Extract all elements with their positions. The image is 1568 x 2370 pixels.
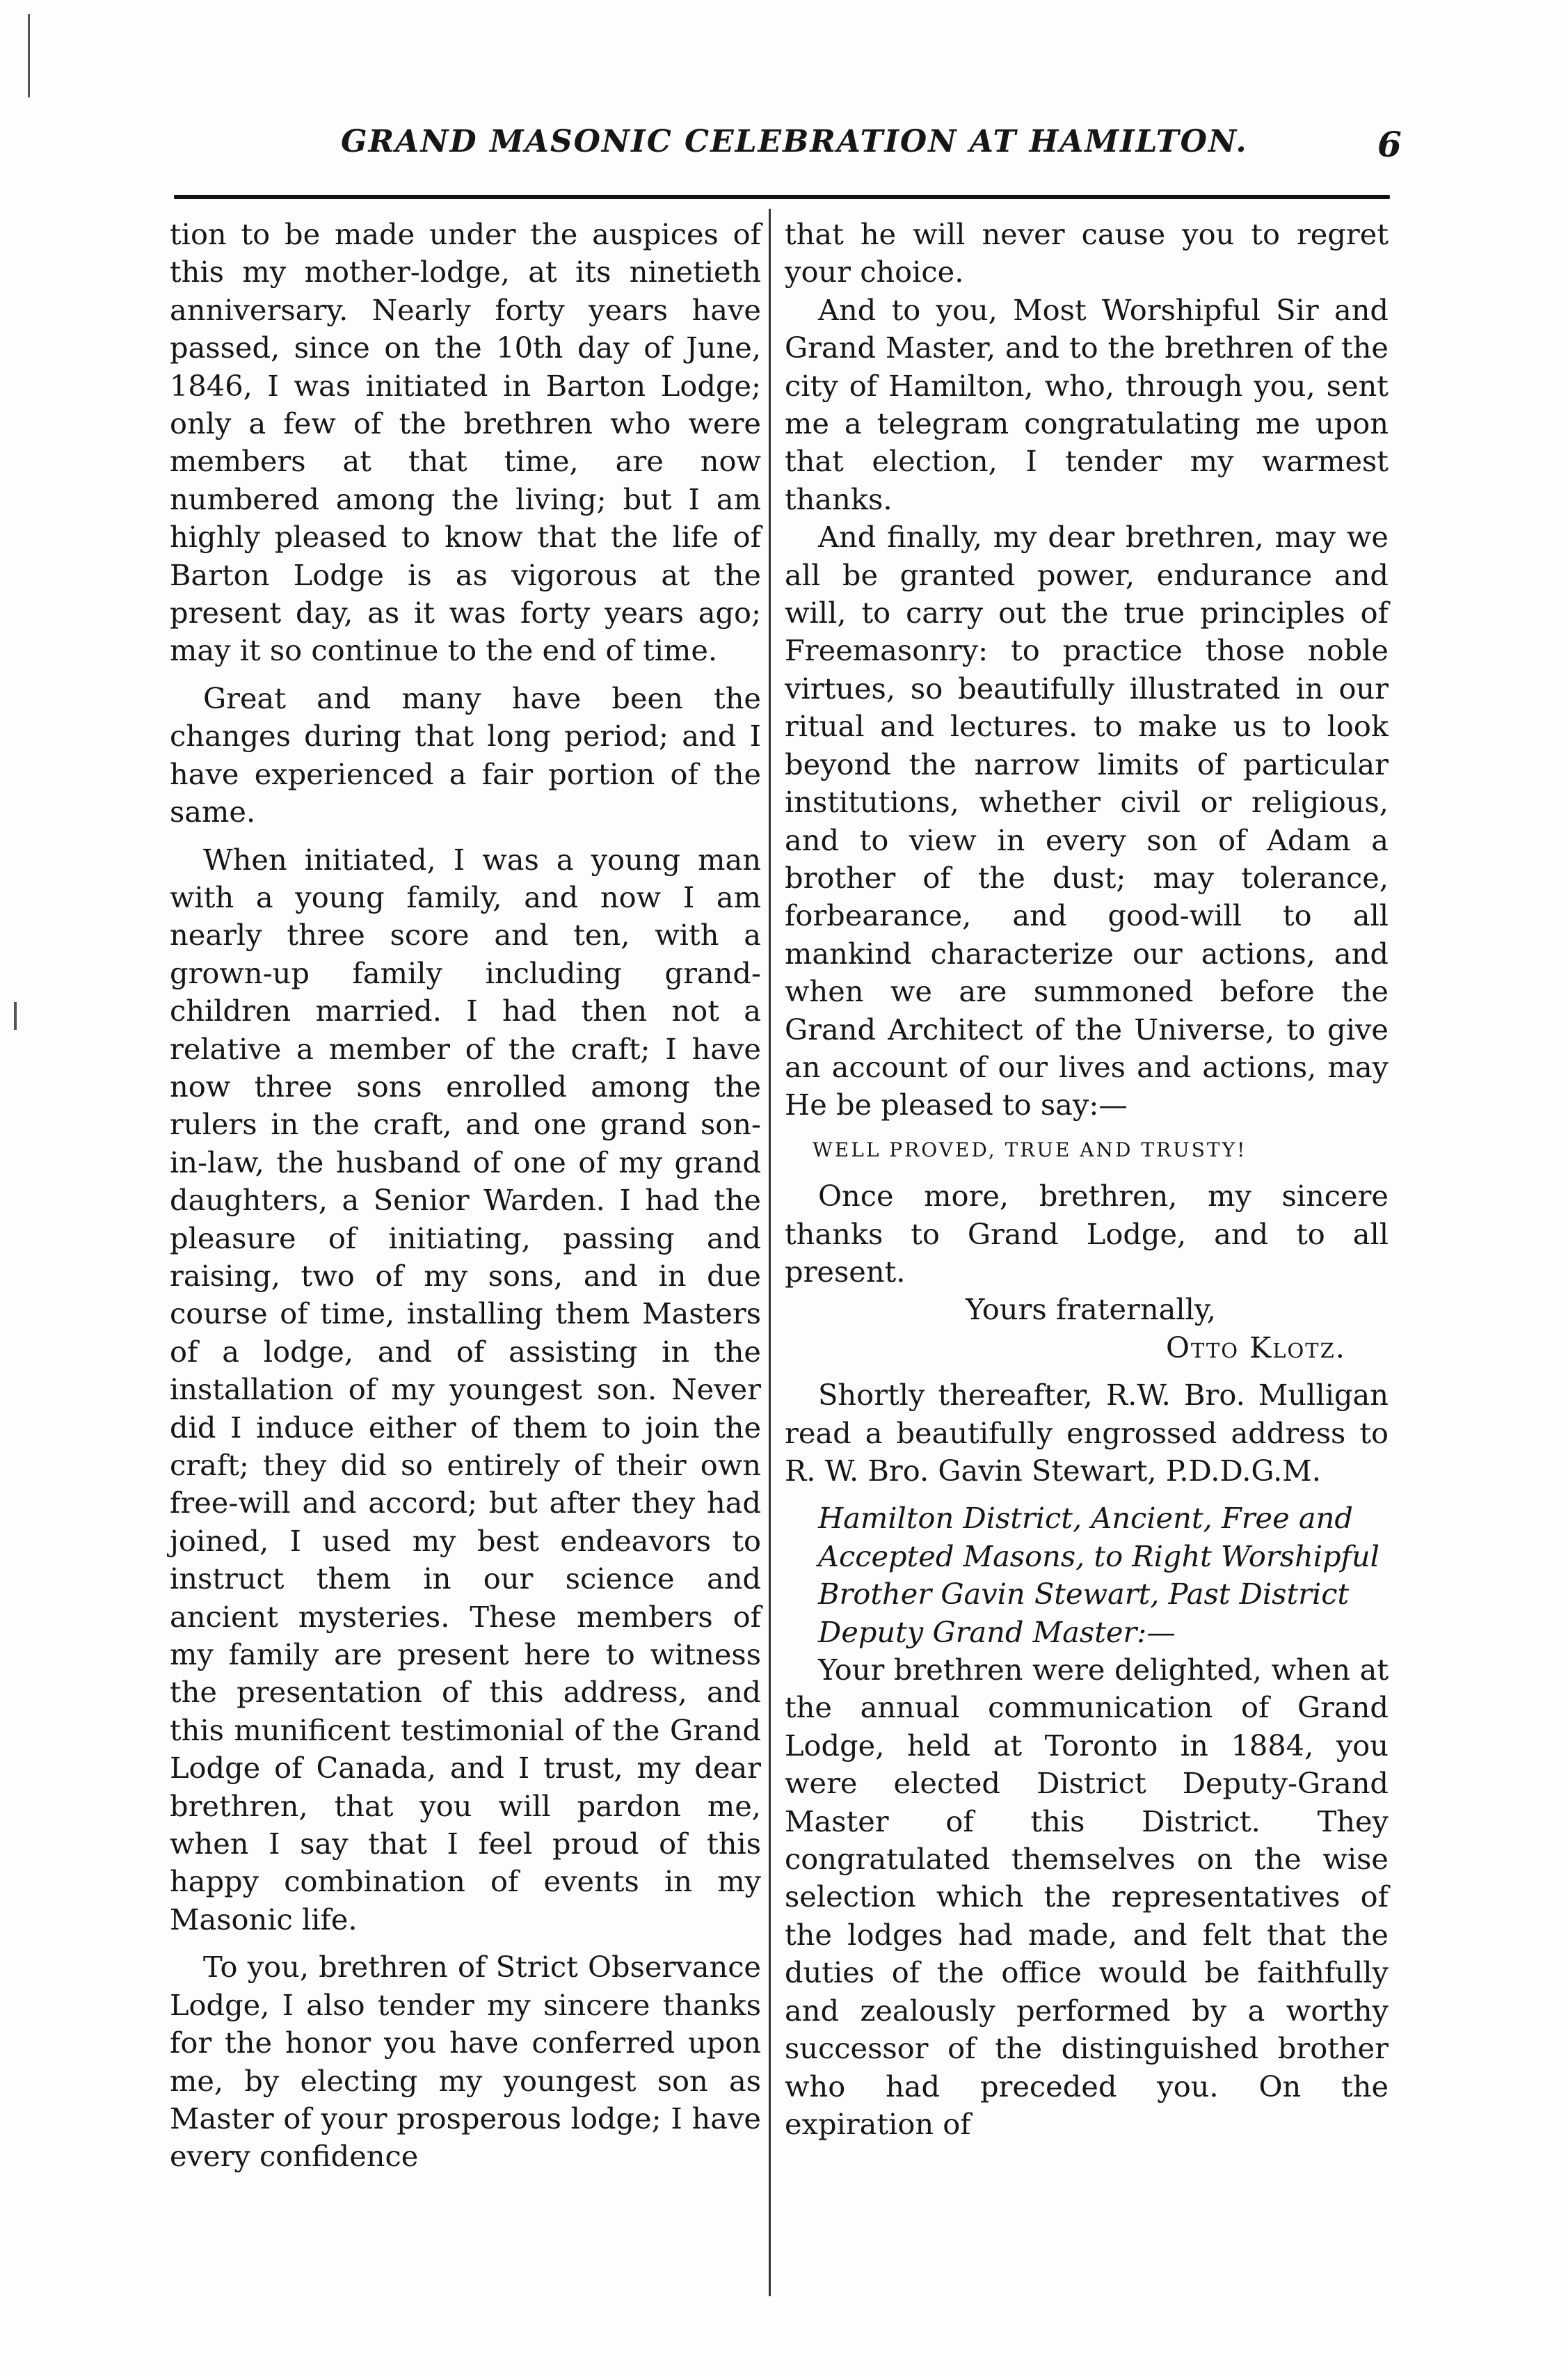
paragraph: To you, brethren of Strict Observance Lodge, I also tender my sincere thanks for the honor you have conferred upon me, by electing my youngest son as Master of your prosperous lodge; I have every confidence [170, 1950, 761, 2174]
header-rule [174, 195, 1390, 199]
paragraph: tion to be made under the auspices of this my mother-lodge, at its ninetieth anniversary. Nearly forty years have passed, since on the 10th day of June, 1846, I was initiated in Barton Lodge; only a few of the brethren who were members at that time, are now numbered among the living; but I am highly pleased to know that the life of Barton Lodge is as vigorous at the present day, as it was forty years ago; may it so continue to the end of time. [170, 217, 761, 668]
margin-mark [28, 14, 30, 97]
signature: Otto Klotz. [1166, 1330, 1346, 1365]
closing-block [785, 1291, 1389, 1367]
paragraph: And to you, Most Worshipful Sir and Grand Master, and to the brethren of the city of Hamilton, who, through you, sent me a telegram congratulating me upon that election, I tender my warmest thanks. [785, 292, 1389, 516]
running-title: GRAND MASONIC CELEBRATION AT HAMILTON. [341, 124, 1248, 159]
right-column [785, 216, 1389, 2143]
paragraph: Great and many have been the changes during that long period; and I have experienced a fair portion of the same. [170, 681, 761, 829]
paragraph: Once more, brethren, my sincere thanks to Grand Lodge, and to all present. [785, 1179, 1389, 1289]
margin-mark [14, 1002, 17, 1030]
paragraph: Your brethren were delighted, when at the annual communication of Grand Lodge, held at Toronto in 1884, you were elected District Deputy-Grand Master of this District. They congratulated themselves on the wise selection which the representatives of the lodges had made, and felt that the duties of the office would be faithfully and zealously performed by a worthy successor of the distinguished brother who had preceded you. On the expiration of [785, 1653, 1389, 2141]
page-number: 6 [1377, 124, 1402, 165]
paragraph: that he will never cause you to regret your choice. [785, 217, 1389, 289]
left-column [170, 216, 761, 2176]
motto: WELL PROVED, TRUE AND TRUSTY! [813, 1138, 1247, 1161]
paragraph: When initiated, I was a young man with a young family, and now I am nearly three score and ten, with a grown-up family including grand-children married. I had then not a relative a member of the craft; I have now three sons enrolled among the rulers in the craft, and one grand son-in-law, the husband of one of my grand daughters, a Senior Warden. I had the pleasure of initiating, passing and raising, two of my sons, and in due course of time, installing them Masters of a lodge, and of assisting in the installation of my youngest son. Never did I induce either of them to join the craft; they did so entirely of their own free-will and accord; but after they had joined, I used my best endeavors to instruct them in our science and ancient mysteries. These members of my family are present here to witness the presentation of this address, and this munificent testimonial of the Grand Lodge of Canada, and I trust, my dear brethren, that you will pardon me, when I say that I feel proud of this happy combination of events in my Masonic life. [170, 842, 761, 1936]
paragraph: And finally, my dear brethren, may we all be granted power, endurance and will, to carry out the true principles of Freemasonry: to practice those noble virtues, so beautifully illustrated in our ritual and lectures. to make us to look beyond the narrow limits of particular institutions, whether civil or religious, and to view in every son of Adam a brother of the dust; may tolerance, forbearance, and good-will to all mankind characterize our actions, and when we are summoned before the Grand Architect of the Universe, to give an account of our lives and actions, may He be pleased to say:— [785, 520, 1389, 1122]
address-heading: Hamilton District, Ancient, Free and Accepted Masons, to Right Worshipful Brother Gavin Stewart, Past District Deputy Grand Master:— [818, 1501, 1379, 1649]
column-divider [769, 209, 771, 2296]
valediction: Yours fraternally, [966, 1292, 1216, 1327]
page-header [160, 124, 1412, 180]
paragraph: Shortly thereafter, R.W. Bro. Mulligan read a beautifully engrossed address to R. W. Bro. Gavin Stewart, P.D.D.G.M. [785, 1378, 1389, 1488]
